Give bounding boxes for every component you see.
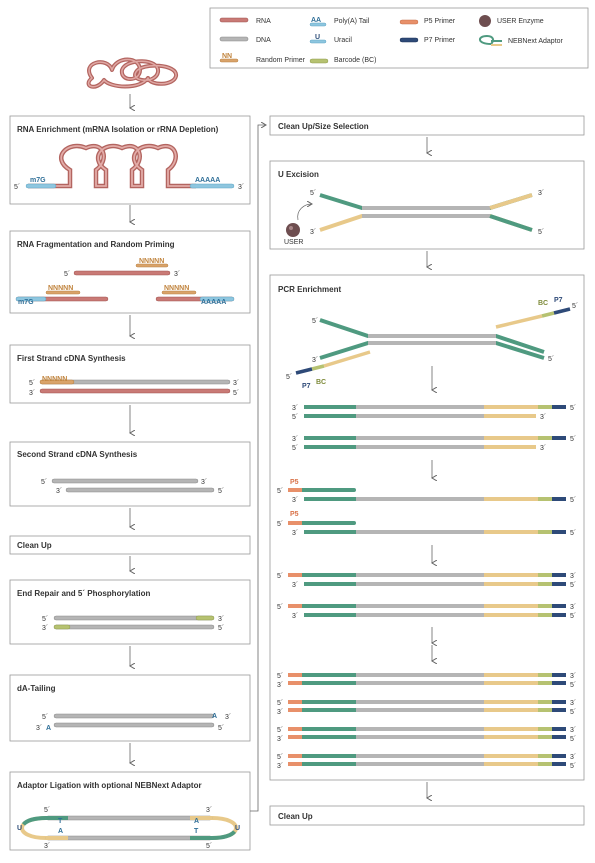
five-prime-label: 5´ xyxy=(277,488,284,495)
step-clean-up-1 xyxy=(10,536,250,554)
three-prime-label: 3´ xyxy=(292,436,299,443)
legend-user-enzyme-icon xyxy=(479,15,491,27)
three-prime-label: 3´ xyxy=(570,673,577,680)
five-prime-label: 5´ xyxy=(286,374,293,381)
legend-uracil: Uracil xyxy=(334,37,352,44)
five-prime-label: 5´ xyxy=(218,488,225,495)
three-prime-label: 3´ xyxy=(206,807,213,814)
step-pcr-enrichment-title: PCR Enrichment xyxy=(278,285,342,294)
three-prime-label: 3´ xyxy=(310,229,317,236)
five-prime-label: 5´ xyxy=(570,763,577,770)
step-first-strand-title: First Strand cDNA Synthesis xyxy=(17,354,126,363)
random-primer-label: NNNNN xyxy=(139,258,165,265)
legend-rna: RNA xyxy=(256,18,271,25)
legend-dna-swatch xyxy=(220,37,248,41)
step-rna-enrichment-title: RNA Enrichment (mRNA Isolation or rRNA Depletion) xyxy=(17,125,219,134)
step-clean-up-size-title: Clean Up/Size Selection xyxy=(278,122,369,131)
legend-dna: DNA xyxy=(256,37,271,44)
step-fragmentation xyxy=(10,231,250,313)
five-prime-label: 5´ xyxy=(570,613,577,620)
five-prime-label: 5´ xyxy=(570,709,577,716)
user-label: USER xyxy=(284,239,304,246)
three-prime-label: 3´ xyxy=(570,604,577,611)
step-adaptor-ligation xyxy=(10,772,250,850)
step-adaptor-ligation-title: Adaptor Ligation with optional NEBNext Adaptor xyxy=(17,781,202,790)
uracil-label: U xyxy=(17,825,23,832)
step-u-excision xyxy=(270,161,584,249)
connector-arrow xyxy=(250,125,266,811)
three-prime-label: 3´ xyxy=(42,625,49,632)
step-u-excision-title: U Excision xyxy=(278,170,319,179)
three-prime-label: 3´ xyxy=(312,357,319,364)
five-prime-label: 5´ xyxy=(570,497,577,504)
t-overhang-label: T xyxy=(194,828,199,835)
three-prime-label: 3´ xyxy=(570,573,577,580)
t-overhang-label: T xyxy=(58,818,63,825)
rna-knot-icon xyxy=(89,60,177,87)
three-prime-label: 3´ xyxy=(44,843,51,850)
five-prime-label: 5´ xyxy=(292,445,299,452)
five-prime-label: 5´ xyxy=(41,479,48,486)
legend-polya-glyph: AA xyxy=(311,17,322,24)
polya-label: AAAAA xyxy=(195,177,221,184)
random-primer-label: NNNNN xyxy=(42,376,68,383)
step-end-repair-title: End Repair and 5´ Phosphorylation xyxy=(17,589,151,598)
five-prime-label: 5´ xyxy=(218,725,225,732)
five-prime-label: 5´ xyxy=(570,436,577,443)
five-prime-label: 5´ xyxy=(14,184,21,191)
legend-uracil-glyph: U xyxy=(315,34,321,41)
p7-label: P7 xyxy=(302,383,311,390)
user-enzyme-highlight xyxy=(289,226,293,230)
legend-barcode: Barcode (BC) xyxy=(334,57,377,64)
three-prime-label: 3´ xyxy=(292,530,299,537)
three-prime-label: 3´ xyxy=(233,380,240,387)
five-prime-label: 5´ xyxy=(570,736,577,743)
legend-p7-swatch xyxy=(400,38,418,42)
three-prime-label: 3´ xyxy=(277,736,284,743)
three-prime-label: 3´ xyxy=(570,754,577,761)
m7g-cap-label: m7G xyxy=(30,177,46,184)
legend-random-primer-glyph: NN xyxy=(222,53,233,60)
five-prime-label: 5´ xyxy=(312,318,319,325)
three-prime-label: 3´ xyxy=(570,700,577,707)
five-prime-label: 5´ xyxy=(42,714,49,721)
five-prime-label: 5´ xyxy=(570,405,577,412)
a-overhang-label: A xyxy=(212,713,218,720)
five-prime-label: 5´ xyxy=(277,700,284,707)
three-prime-label: 3´ xyxy=(292,582,299,589)
step-second-strand xyxy=(10,442,250,506)
step-fragmentation-title: RNA Fragmentation and Random Priming xyxy=(17,240,175,249)
three-prime-label: 3´ xyxy=(570,727,577,734)
five-prime-label: 5´ xyxy=(570,582,577,589)
step-second-strand-title: Second Strand cDNA Synthesis xyxy=(17,450,138,459)
five-prime-label: 5´ xyxy=(570,682,577,689)
step-rna-enrichment xyxy=(10,116,250,204)
three-prime-label: 3´ xyxy=(36,725,43,732)
five-prime-label: 5´ xyxy=(310,190,317,197)
five-prime-label: 5´ xyxy=(44,807,51,814)
three-prime-label: 3´ xyxy=(277,709,284,716)
five-prime-label: 5´ xyxy=(548,356,555,363)
five-prime-label: 5´ xyxy=(277,521,284,528)
random-primer-label: NNNNN xyxy=(48,285,74,292)
a-overhang-label: A xyxy=(194,818,200,825)
legend-p7: P7 Primer xyxy=(424,37,456,44)
three-prime-label: 3´ xyxy=(292,497,299,504)
three-prime-label: 3´ xyxy=(540,414,547,421)
three-prime-label: 3´ xyxy=(277,763,284,770)
barcode-label: BC xyxy=(316,379,327,386)
step-da-tailing-title: dA-Tailing xyxy=(17,684,56,693)
step-pcr-enrichment xyxy=(270,275,584,780)
five-prime-label: 5´ xyxy=(233,390,240,397)
step-clean-up-1-title: Clean Up xyxy=(17,541,52,550)
five-prime-label: 5´ xyxy=(538,229,545,236)
five-prime-label: 5´ xyxy=(277,727,284,734)
five-prime-label: 5´ xyxy=(218,625,225,632)
p5-label: P5 xyxy=(290,511,299,518)
five-prime-label: 5´ xyxy=(277,673,284,680)
a-overhang-label: A xyxy=(46,725,52,732)
step-clean-up-2 xyxy=(270,806,584,825)
three-prime-label: 3´ xyxy=(56,488,63,495)
five-prime-label: 5´ xyxy=(42,616,49,623)
step-end-repair xyxy=(10,580,250,644)
uracil-label: U xyxy=(235,825,241,832)
step-first-strand xyxy=(10,345,250,403)
five-prime-label: 5´ xyxy=(292,414,299,421)
legend-rna-swatch xyxy=(220,18,248,22)
p5-label: P5 xyxy=(290,479,299,486)
step-clean-up-2-title: Clean Up xyxy=(278,812,313,821)
three-prime-label: 3´ xyxy=(29,390,36,397)
user-enzyme-icon xyxy=(286,223,300,237)
step-clean-up-size xyxy=(270,116,584,135)
five-prime-label: 5´ xyxy=(277,754,284,761)
step-da-tailing xyxy=(10,675,250,741)
barcode-label: BC xyxy=(538,300,549,307)
five-prime-label: 5´ xyxy=(29,380,36,387)
three-prime-label: 3´ xyxy=(218,616,225,623)
legend-barcode-swatch xyxy=(310,59,328,63)
random-primer-label: NNNNN xyxy=(164,285,190,292)
three-prime-label: 3´ xyxy=(540,445,547,452)
three-prime-label: 3´ xyxy=(292,405,299,412)
a-overhang-label: A xyxy=(58,828,64,835)
three-prime-label: 3´ xyxy=(225,714,232,721)
polya-label: AAAAA xyxy=(201,299,227,306)
three-prime-label: 3´ xyxy=(277,682,284,689)
three-prime-label: 3´ xyxy=(538,190,545,197)
three-prime-label: 3´ xyxy=(201,479,208,486)
p7-label: P7 xyxy=(554,297,563,304)
five-prime-label: 5´ xyxy=(64,271,71,278)
legend xyxy=(210,8,588,68)
legend-nebnext-adaptor: NEBNext Adaptor xyxy=(508,38,563,45)
legend-user-enzyme: USER Enzyme xyxy=(497,18,544,25)
five-prime-label: 5´ xyxy=(277,573,284,580)
three-prime-label: 3´ xyxy=(238,184,245,191)
legend-p5-swatch xyxy=(400,20,418,24)
five-prime-label: 5´ xyxy=(206,843,213,850)
five-prime-label: 5´ xyxy=(277,604,284,611)
five-prime-label: 5´ xyxy=(572,303,579,310)
m7g-cap-label: m7G xyxy=(18,299,34,306)
five-prime-label: 5´ xyxy=(570,530,577,537)
legend-random-primer: Random Primer xyxy=(256,57,306,64)
legend-polya: Poly(A) Tail xyxy=(334,18,370,25)
legend-p5: P5 Primer xyxy=(424,18,456,25)
three-prime-label: 3´ xyxy=(292,613,299,620)
three-prime-label: 3´ xyxy=(174,271,181,278)
